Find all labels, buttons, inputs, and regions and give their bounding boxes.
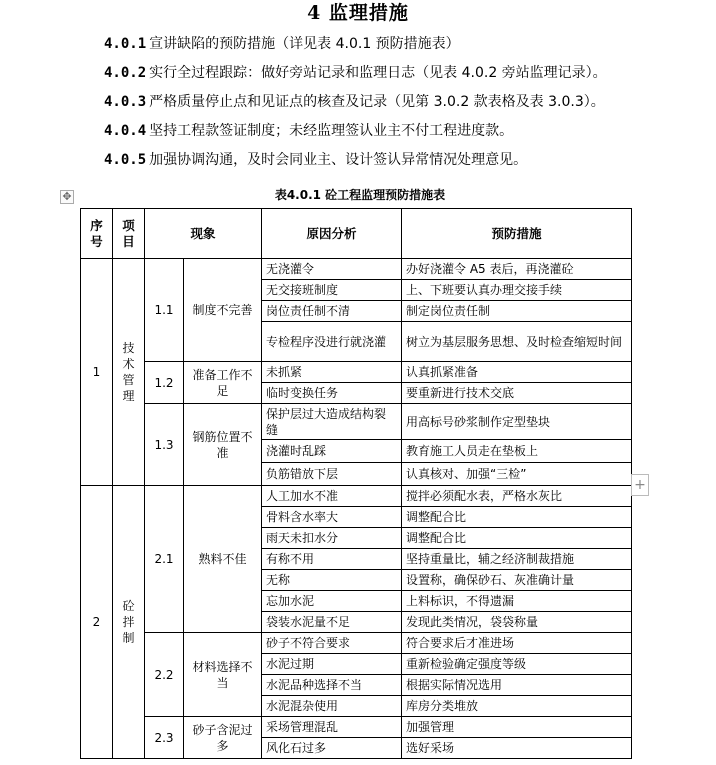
measure-cell: 认真抓紧准备: [402, 362, 632, 383]
header-phenomenon: 现象: [145, 209, 262, 259]
header-measure: 预防措施: [402, 209, 632, 259]
table-move-handle-icon[interactable]: ✥: [60, 190, 74, 204]
cause-cell: 负筋错放下层: [262, 463, 402, 486]
measure-cell: 用高标号砂浆制作定型垫块: [402, 404, 632, 440]
clause-item: [104, 121, 704, 150]
clause-text: 加强协调沟通，及时会同业主、设计签认异常情况处理意见。: [149, 152, 528, 168]
measure-cell: 重新检验确定强度等级: [402, 654, 632, 675]
cause-cell: 忘加水泥: [262, 591, 402, 612]
measure-cell: 办好浇灌令 A5 表后，再浇灌砼: [402, 259, 632, 280]
header-seq: 序号: [81, 209, 113, 259]
cause-cell: 水泥混杂使用: [262, 696, 402, 717]
section-title: 4 监理措施: [307, 2, 409, 24]
group-item: 砼拌制: [113, 486, 145, 759]
cause-cell: 水泥品种选择不当: [262, 675, 402, 696]
table-row: [81, 633, 632, 654]
sub-name: 准备工作不足: [184, 362, 262, 404]
measure-cell: 坚持重量比，辅之经济制裁措施: [402, 549, 632, 570]
measure-cell: 教育施工人员走在垫板上: [402, 440, 632, 463]
clause-list: [104, 34, 704, 179]
sub-name: 砂子含泥过多: [184, 717, 262, 759]
cause-cell: 雨天未扣水分: [262, 528, 402, 549]
cause-cell: 袋装水泥量不足: [262, 612, 402, 633]
table-caption: 表4.0.1 砼工程监理预防措施表: [274, 188, 446, 202]
sub-name: 材料选择不当: [184, 633, 262, 717]
header-item: 项目: [113, 209, 145, 259]
cause-cell: 浇灌时乱踩: [262, 440, 402, 463]
table-row: [81, 362, 632, 383]
measure-cell: 发现此类情况，袋袋称量: [402, 612, 632, 633]
cause-cell: 风化石过多: [262, 738, 402, 759]
cause-cell: 水泥过期: [262, 654, 402, 675]
group-item: 技术管理: [113, 259, 145, 486]
table-header-row: [81, 209, 632, 259]
cause-cell: 临时变换任务: [262, 383, 402, 404]
cause-cell: 无交接班制度: [262, 280, 402, 301]
prevention-table: [80, 208, 632, 759]
table-row: [81, 259, 632, 280]
sub-name: 钢筋位置不准: [184, 404, 262, 486]
cause-cell: 岗位责任制不清: [262, 301, 402, 322]
header-cause: 原因分析: [262, 209, 402, 259]
measure-cell: 调整配合比: [402, 507, 632, 528]
measure-cell: 搅拌必须配水表，严格水灰比: [402, 486, 632, 507]
measure-cell: 加强管理: [402, 717, 632, 738]
measure-cell: 设置称，确保砂石、灰准确计量: [402, 570, 632, 591]
clause-item: [104, 150, 704, 179]
clause-number: 4.0.4: [104, 123, 147, 139]
clause-item: [104, 92, 704, 121]
cause-cell: 未抓紧: [262, 362, 402, 383]
cause-cell: 有称不用: [262, 549, 402, 570]
measure-cell: 要重新进行技术交底: [402, 383, 632, 404]
sub-code: 1.3: [145, 404, 184, 486]
table-row: [81, 486, 632, 507]
clause-number: 4.0.1: [104, 36, 147, 52]
cause-cell: 人工加水不准: [262, 486, 402, 507]
table-row: [81, 717, 632, 738]
cause-cell: 采场管理混乱: [262, 717, 402, 738]
cause-cell: 骨料含水率大: [262, 507, 402, 528]
clause-text: 实行全过程跟踪：做好旁站记录和监理日志（见表 4.0.2 旁站监理记录）。: [149, 65, 607, 81]
group-seq: 1: [81, 259, 113, 486]
add-column-button[interactable]: +: [631, 474, 649, 496]
measure-cell: 选好采场: [402, 738, 632, 759]
table-row: [81, 404, 632, 440]
clause-text: 宣讲缺陷的预防措施（详见表 4.0.1 预防措施表）: [149, 36, 460, 52]
measure-cell: 认真核对、加强“三检”: [402, 463, 632, 486]
group-seq: 2: [81, 486, 113, 759]
clause-number: 4.0.3: [104, 94, 147, 110]
sub-code: 2.1: [145, 486, 184, 633]
measure-cell: 上料标识，不得遗漏: [402, 591, 632, 612]
measure-cell: 上、下班要认真办理交接手续: [402, 280, 632, 301]
sub-code: 2.2: [145, 633, 184, 717]
clause-number: 4.0.2: [104, 65, 147, 81]
cause-cell: 无浇灌令: [262, 259, 402, 280]
measure-cell: 根据实际情况选用: [402, 675, 632, 696]
measure-cell: 符合要求后才准进场: [402, 633, 632, 654]
cause-cell: 砂子不符合要求: [262, 633, 402, 654]
sub-code: 1.2: [145, 362, 184, 404]
cause-cell: 无称: [262, 570, 402, 591]
sub-name: 熟料不佳: [184, 486, 262, 633]
sub-code: 1.1: [145, 259, 184, 362]
cause-cell: 保护层过大造成结构裂缝: [262, 404, 402, 440]
measure-cell: 制定岗位责任制: [402, 301, 632, 322]
sub-code: 2.3: [145, 717, 184, 759]
clause-number: 4.0.5: [104, 152, 147, 168]
clause-text: 严格质量停止点和见证点的核查及记录（见第 3.0.2 款表格及表 3.0.3）。: [149, 94, 605, 110]
cause-cell: 专检程序没进行就浇灌: [262, 322, 402, 362]
clause-text: 坚持工程款签证制度；未经监理签认业主不付工程进度款。: [149, 123, 514, 139]
measure-cell: 库房分类堆放: [402, 696, 632, 717]
sub-name: 制度不完善: [184, 259, 262, 362]
clause-item: [104, 63, 704, 92]
measure-cell: 树立为基层服务思想、及时检查缩短时间: [402, 322, 632, 362]
clause-item: [104, 34, 704, 63]
measure-cell: 调整配合比: [402, 528, 632, 549]
